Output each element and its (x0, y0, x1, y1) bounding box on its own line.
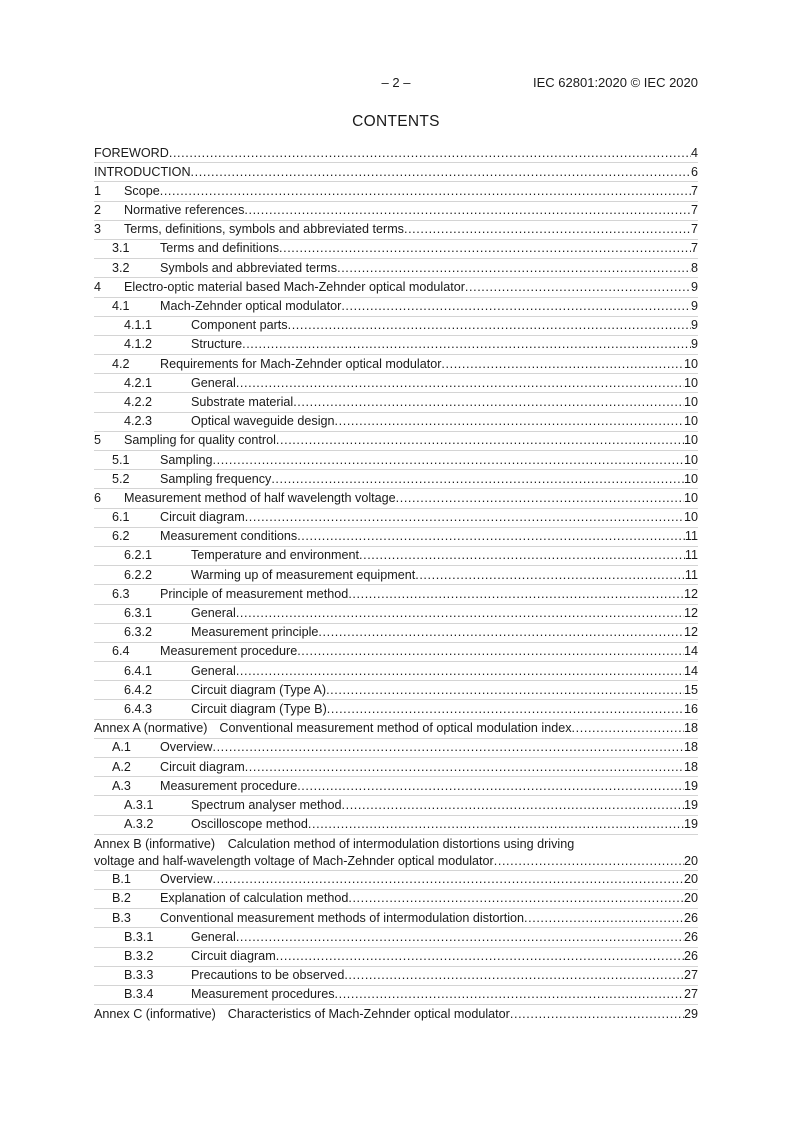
toc-entry-page: 20 (683, 853, 698, 868)
toc-entry-number: 4.2.1 (124, 375, 153, 390)
toc-entry-page: 27 (683, 987, 698, 1002)
dot-leader (404, 220, 691, 239)
toc-entry[interactable] (94, 739, 698, 758)
toc-entry[interactable] (94, 948, 698, 967)
dot-leader (213, 451, 684, 470)
toc-entry-number: B.1 (112, 872, 131, 887)
toc-entry-title: Temperature and environment (191, 548, 360, 563)
toc-entry-number: 5 (94, 433, 102, 448)
toc-entry-title: Mach-Zehnder optical modulator (160, 299, 342, 313)
toc-entry-number: B.2 (112, 891, 131, 906)
toc-entry-number: 2 (94, 203, 102, 218)
toc-entry-title: Principle of measurement method (160, 586, 349, 601)
toc-entry-title: Sampling for quality control (124, 433, 276, 448)
toc-entry-page: 8 (690, 260, 698, 275)
toc-entry[interactable] (94, 202, 698, 221)
dot-leader (236, 662, 684, 681)
toc-entry-title: Conventional measurement methods of intermodulation distortion (160, 910, 525, 925)
toc-entry[interactable] (94, 317, 698, 336)
spacer (215, 837, 228, 851)
dot-leader (236, 604, 684, 623)
dot-leader (279, 239, 691, 258)
toc-entry-page: 20 (683, 872, 698, 887)
toc-entry-title: Conventional measurement method of optical modulation index (219, 721, 572, 736)
dot-leader (337, 259, 691, 278)
toc-entry-title: Measurement conditions (160, 529, 298, 544)
dot-leader (318, 623, 684, 642)
toc-entry-number: A.3.2 (124, 817, 154, 832)
toc-entry-title: Component parts (191, 318, 288, 333)
toc-entry-page: 27 (683, 968, 698, 983)
dot-leader (236, 928, 684, 947)
toc-entry[interactable] (94, 928, 698, 947)
toc-entry-page: 26 (683, 910, 698, 925)
toc-entry[interactable] (94, 182, 698, 201)
toc-entry-page: 14 (683, 663, 698, 678)
toc-entry-title: Measurement procedure (160, 644, 298, 659)
toc-entry-title: Normative references (124, 203, 245, 218)
toc-entry-number: 6.4.3 (124, 701, 153, 716)
toc-entry-title: Measurement procedures (191, 987, 335, 1002)
toc-entry-page: 10 (683, 452, 698, 467)
toc-entry-number: 6.3.2 (124, 625, 153, 640)
toc-entry[interactable] (94, 605, 698, 624)
toc-entry[interactable] (94, 835, 698, 871)
toc-entry-title: Warming up of measurement equipment (191, 567, 416, 582)
toc-entry-number: 4.2.2 (124, 394, 153, 409)
toc-entry-page: 19 (683, 778, 698, 793)
dot-leader (344, 966, 684, 985)
toc-entry[interactable] (94, 585, 698, 604)
toc-entry-page: 18 (683, 740, 698, 755)
toc-entry[interactable] (94, 393, 698, 412)
toc-entry-page: 10 (683, 394, 698, 409)
toc-entry[interactable] (94, 1005, 698, 1024)
contents-title: CONTENTS (352, 113, 440, 130)
toc-entry-number: B.3.1 (124, 929, 154, 944)
toc-entry[interactable] (94, 528, 698, 547)
toc-entry[interactable] (94, 624, 698, 643)
toc-entry-title: Calculation method of intermodulation distortions using driving (227, 836, 575, 851)
dot-leader (524, 909, 684, 928)
toc-entry-page: 9 (690, 279, 698, 294)
toc-entry[interactable] (94, 986, 698, 1005)
toc-entry-title: Oscilloscope method (191, 817, 308, 832)
toc-entry-number: B.3 (112, 910, 131, 925)
toc-entry-page: 10 (683, 510, 698, 525)
toc-entry[interactable] (94, 413, 698, 432)
dot-leader (396, 489, 684, 508)
dot-leader (297, 642, 684, 661)
toc-entry-title: Circuit diagram (160, 510, 245, 525)
toc-entry-title: Scope (124, 183, 160, 198)
toc-entry-title: FOREWORD (94, 145, 169, 160)
toc-entry[interactable] (94, 470, 698, 489)
dot-leader (335, 985, 684, 1004)
toc-entry[interactable] (94, 967, 698, 986)
dot-leader (191, 163, 691, 182)
toc-entry-title: Sampling frequency (160, 471, 272, 486)
toc-entry-title: Precautions to be observed (191, 968, 345, 983)
toc-entry-page: 10 (683, 433, 698, 448)
toc-entry-title: Substrate material (191, 394, 294, 409)
dot-leader (293, 393, 684, 412)
toc-entry-page: 16 (683, 701, 698, 716)
dot-leader (326, 681, 684, 700)
toc-entry[interactable] (94, 221, 698, 240)
toc-entry-number: Annex C (informative) (94, 1007, 216, 1022)
toc-entry-page: 7 (690, 203, 698, 218)
toc-entry-number: 4.1.1 (124, 318, 153, 333)
dot-leader (465, 278, 691, 297)
toc-entry[interactable] (94, 758, 698, 777)
toc-entry-title: Sampling (160, 452, 213, 467)
toc-entry[interactable] (94, 681, 698, 700)
toc-entry-page: 12 (683, 625, 698, 640)
dot-leader (494, 853, 684, 870)
dot-leader (572, 719, 684, 738)
table-of-contents (94, 144, 698, 1024)
toc-entry-number: 4.2 (112, 356, 130, 371)
toc-entry-number: 6.2.1 (124, 548, 153, 563)
toc-entry-page: 10 (683, 414, 698, 429)
toc-entry[interactable] (94, 909, 698, 928)
toc-entry[interactable] (94, 374, 698, 393)
toc-entry-page: 10 (683, 356, 698, 371)
dot-leader (245, 758, 684, 777)
toc-entry[interactable] (94, 796, 698, 815)
page-number: – 2 – (381, 75, 411, 90)
toc-entry-title: Circuit diagram (160, 759, 245, 774)
toc-entry-page: 7 (690, 222, 698, 237)
toc-entry-number: 3 (94, 222, 102, 237)
toc-entry-number: 1 (94, 183, 102, 198)
dot-leader (271, 470, 684, 489)
toc-entry-title: General (191, 929, 236, 944)
toc-entry[interactable] (94, 489, 698, 508)
dot-leader (242, 335, 691, 354)
toc-entry-page: 18 (683, 721, 698, 736)
toc-entry-number: 6.3.1 (124, 606, 153, 620)
toc-entry-number: A.2 (112, 759, 131, 774)
toc-entry-number: B.3.4 (124, 987, 154, 1002)
toc-entry-page: 29 (683, 1007, 698, 1022)
toc-entry-page: 9 (690, 299, 698, 313)
page-header (94, 75, 698, 93)
dot-leader (288, 316, 691, 335)
toc-entry-title: Measurement procedure (160, 778, 298, 793)
toc-entry-title: Structure (191, 337, 243, 352)
dot-leader (359, 546, 685, 565)
toc-entry-page: 9 (690, 337, 698, 352)
toc-entry-number: 6.2.2 (124, 567, 153, 582)
toc-entry-title: Overview (160, 740, 213, 755)
toc-entry[interactable] (94, 720, 698, 739)
dot-leader (441, 355, 684, 374)
toc-entry-page: 12 (683, 606, 698, 620)
toc-entry-title: Measurement method of half wavelength voltage (124, 490, 396, 505)
dot-leader (341, 297, 691, 316)
toc-entry-page: 10 (683, 375, 698, 390)
dot-leader (297, 777, 684, 796)
toc-entry-number: 6.4.1 (124, 663, 153, 678)
toc-entry-title: Terms, definitions, symbols and abbreviated terms (124, 222, 404, 237)
toc-entry-number: 6.2 (112, 529, 130, 544)
toc-entry-number: 3.1 (112, 241, 130, 256)
toc-entry-number: B.3.3 (124, 968, 154, 983)
toc-entry-number: 5.1 (112, 452, 130, 467)
toc-entry-number: B.3.2 (124, 949, 154, 963)
toc-entry-number: 6.3 (112, 586, 130, 601)
toc-entry-number: Annex A (normative) (94, 721, 208, 736)
toc-entry-number: 6.1 (112, 510, 130, 525)
dot-leader (276, 431, 684, 450)
dot-leader (169, 144, 691, 163)
toc-entry-page: 7 (690, 183, 698, 198)
toc-entry-title-continued: voltage and half-wavelength voltage of Mach-Zehnder optical modulator (94, 853, 494, 868)
toc-entry-title: General (191, 375, 236, 390)
toc-entry-page: 11 (684, 529, 698, 544)
dot-leader (236, 374, 684, 393)
toc-entry-page: 26 (683, 949, 698, 963)
toc-entry[interactable] (94, 336, 698, 355)
toc-entry-number: 5.2 (112, 471, 130, 486)
toc-entry-title: Electro-optic material based Mach-Zehnder optical modulator (124, 279, 465, 294)
toc-entry-title: Symbols and abbreviated terms (160, 260, 338, 275)
toc-entry[interactable] (94, 643, 698, 662)
toc-entry-page: 10 (683, 490, 698, 505)
dot-leader (348, 585, 684, 604)
toc-entry-number: Annex B (informative) (94, 836, 216, 851)
toc-entry-number: 6.4.2 (124, 682, 153, 697)
toc-entry-title: Requirements for Mach-Zehnder optical modulator (160, 356, 442, 371)
toc-entry[interactable] (94, 432, 698, 451)
toc-entry-page: 6 (690, 164, 698, 179)
toc-entry[interactable] (94, 700, 698, 719)
dot-leader (415, 566, 685, 585)
toc-entry[interactable] (94, 547, 698, 566)
toc-entry[interactable] (94, 163, 698, 182)
dot-leader (335, 412, 684, 431)
toc-entry-number: A.3 (112, 778, 131, 793)
toc-entry-number: 4 (94, 279, 102, 294)
toc-entry-page: 20 (683, 891, 698, 906)
toc-entry-page: 26 (683, 929, 698, 944)
toc-entry[interactable] (94, 278, 698, 297)
toc-entry-number: 6.4 (112, 644, 130, 659)
toc-entry-number: 3.2 (112, 260, 130, 275)
toc-entry-title: Circuit diagram (Type A) (191, 682, 327, 697)
toc-entry-number: A.3.1 (124, 797, 154, 812)
dot-leader (297, 527, 685, 546)
toc-entry-number: 4.2.3 (124, 414, 153, 429)
toc-entry-title: INTRODUCTION (94, 164, 191, 179)
toc-entry-page: 12 (683, 586, 698, 601)
toc-entry-title: Optical waveguide design (191, 414, 335, 429)
toc-entry-title: Circuit diagram (191, 949, 276, 963)
toc-entry-number: 6 (94, 490, 102, 505)
toc-entry-page: 18 (683, 759, 698, 774)
toc-entry-page: 14 (683, 644, 698, 659)
toc-entry-title: Characteristics of Mach-Zehnder optical modulator (227, 1007, 510, 1022)
toc-entry-title: General (191, 606, 236, 620)
toc-entry-title: Circuit diagram (Type B) (191, 701, 327, 716)
dot-leader (244, 201, 691, 220)
toc-entry-title: Terms and definitions (160, 241, 280, 256)
document-reference: IEC 62801:2020 © IEC 2020 (533, 75, 698, 90)
toc-entry[interactable] (94, 509, 698, 528)
dot-leader (276, 947, 684, 966)
toc-entry[interactable] (94, 816, 698, 835)
toc-entry[interactable] (94, 662, 698, 681)
dot-leader (348, 889, 684, 908)
dot-leader (212, 870, 684, 889)
dot-leader (245, 508, 684, 527)
toc-entry[interactable] (94, 566, 698, 585)
toc-entry-page: 9 (690, 318, 698, 333)
dot-leader (160, 182, 691, 201)
dot-leader (212, 738, 684, 757)
toc-entry-title: General (191, 663, 236, 678)
toc-entry-title: Explanation of calculation method (160, 891, 349, 906)
toc-entry[interactable] (94, 777, 698, 796)
dot-leader (308, 815, 684, 834)
toc-entry-page: 19 (683, 817, 698, 832)
toc-entry[interactable] (94, 871, 698, 890)
toc-entry-page: 15 (683, 682, 698, 697)
toc-entry-number: A.1 (112, 740, 131, 755)
toc-entry-page: 11 (684, 548, 698, 563)
toc-entry-page: 10 (683, 471, 698, 486)
toc-entry-title: Overview (160, 872, 213, 887)
toc-entry[interactable] (94, 890, 698, 909)
toc-entry-title: Measurement principle (191, 625, 319, 640)
toc-entry-title: Spectrum analyser method (191, 797, 342, 812)
toc-entry[interactable] (94, 259, 698, 278)
toc-entry[interactable] (94, 355, 698, 374)
toc-entry-page: 7 (690, 241, 698, 256)
dot-leader (510, 1005, 684, 1024)
toc-entry[interactable] (94, 240, 698, 259)
dot-leader (327, 700, 684, 719)
toc-entry-page: 4 (690, 145, 698, 160)
toc-entry[interactable] (94, 451, 698, 470)
dot-leader (342, 796, 684, 815)
toc-entry-page: 19 (683, 797, 698, 812)
toc-entry-page: 11 (684, 567, 698, 582)
toc-entry[interactable] (94, 144, 698, 163)
toc-entry-number: 4.1 (112, 299, 130, 313)
toc-entry[interactable] (94, 298, 698, 317)
toc-entry-number: 4.1.2 (124, 337, 153, 352)
